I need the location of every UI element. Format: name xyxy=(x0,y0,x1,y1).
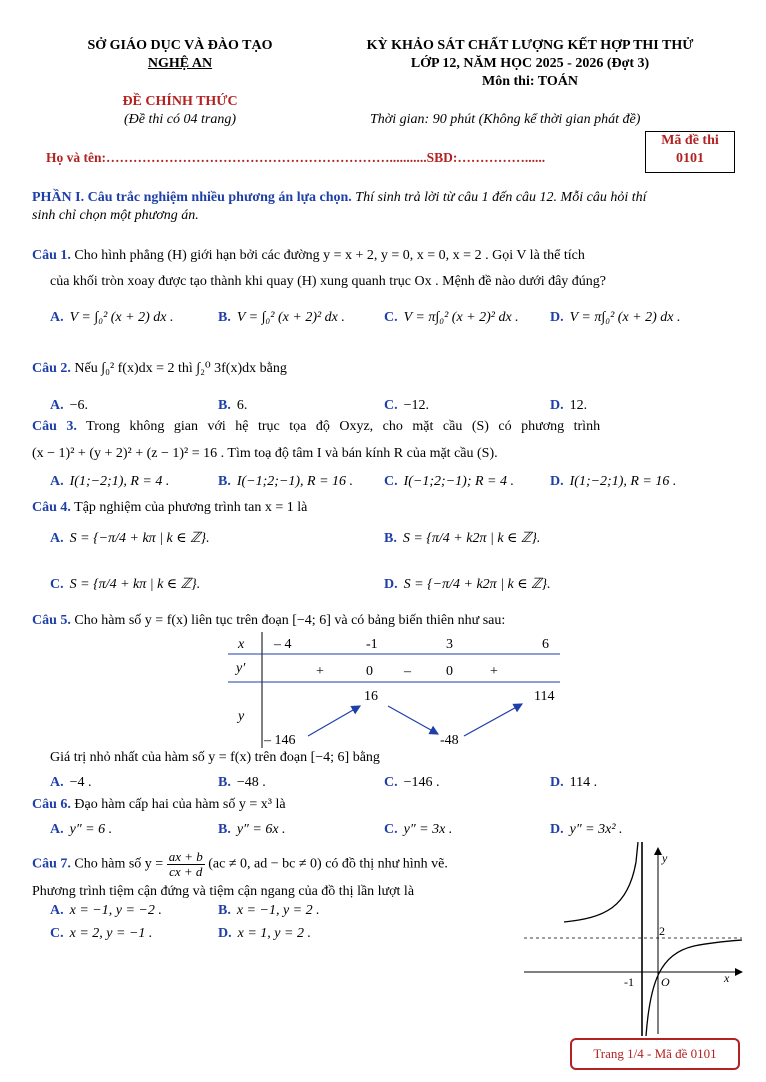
q7-branch-left xyxy=(564,842,638,922)
page-footer: Trang 1/4 - Mã đề 0101 xyxy=(570,1038,740,1070)
q7-label: Câu 7. xyxy=(32,856,71,872)
variation-table xyxy=(228,632,560,748)
vt-x-3: 6 xyxy=(542,637,549,652)
q7-text-pre: Cho hàm số y = xyxy=(70,856,164,872)
exam-title: KỲ KHẢO SÁT CHẤT LƯỢNG KẾT HỢP THI THỬ xyxy=(366,38,694,53)
exam-grade: LỚP 12, NĂM HỌC 2025 - 2026 (Đợt 3) xyxy=(410,56,650,71)
exam-code-box xyxy=(645,131,735,173)
q1-option-a[interactable]: A. V = ∫₀² (x + 2) dx . xyxy=(50,310,174,325)
q6-option-c[interactable]: C. y″ = 3x . xyxy=(384,822,453,837)
q3-stem xyxy=(32,419,600,435)
q2-text: Nếu ∫₀² f(x)dx = 2 thì ∫₂⁰ 3f(x)dx bằng xyxy=(70,361,287,376)
q2-option-d[interactable]: D. 12. xyxy=(550,398,588,413)
vt-arrow-down xyxy=(388,706,438,734)
vt-y-2: -48 xyxy=(440,733,459,748)
q1-option-c[interactable]: C. V = π∫₀² (x + 2)² dx . xyxy=(384,310,519,325)
official-label: ĐỀ CHÍNH THỨC xyxy=(122,94,238,109)
q6-text: Đạo hàm cấp hai của hàm số y = x³ là xyxy=(70,797,286,812)
vt-x-0: – 4 xyxy=(274,637,292,652)
q6-option-d[interactable]: D. y″ = 3x² . xyxy=(550,822,623,837)
vt-y-3: 114 xyxy=(534,689,555,704)
q7-graph-h-label: 2 xyxy=(659,924,665,938)
q3-option-d[interactable]: D. I(1;−2;1), R = 16 . xyxy=(550,474,677,489)
q5-option-a[interactable]: A. −4 . xyxy=(50,775,92,790)
q5-text: Cho hàm số y = f(x) liên tục trên đoạn [−4; 6] và có bảng biến thiên như sau: xyxy=(70,613,506,628)
q1-text1: Cho hình phẳng (H) giới hạn bởi các đường y = x + 2, y = 0, x = 0, x = 2 . Gọi V là thể tích xyxy=(70,248,585,263)
q7-text-post: (ac ≠ 0, ad − bc ≠ 0) có đồ thị như hình vẽ. xyxy=(208,856,448,872)
q5-text2: Giá trị nhỏ nhất của hàm số y = f(x) trên đoạn [−4; 6] bằng xyxy=(50,750,380,765)
vt-sign-3: 0 xyxy=(446,664,453,679)
vt-arrow-up-2 xyxy=(464,704,522,736)
q7-graph-origin: O xyxy=(661,975,670,989)
q7-option-a[interactable]: A. x = −1, y = −2 . xyxy=(50,903,162,918)
dept-name: SỞ GIÁO DỤC VÀ ĐÀO TẠO xyxy=(87,38,273,53)
q2-option-b[interactable]: B. 6. xyxy=(218,398,248,413)
q2-option-a[interactable]: A. −6. xyxy=(50,398,89,413)
vt-y-0: – 146 xyxy=(264,733,296,748)
vt-arrow-up-1 xyxy=(308,706,360,736)
q3-option-b[interactable]: B. I(−1;2;−1), R = 16 . xyxy=(218,474,354,489)
q7-stem xyxy=(32,850,448,879)
q3-option-a[interactable]: A. I(1;−2;1), R = 4 . xyxy=(50,474,170,489)
name-sbd-line: Họ và tên:………………………………………………………...........SBD:……………...... xyxy=(46,150,546,165)
q7-fraction xyxy=(167,850,205,879)
q6-option-b[interactable]: B. y″ = 6x . xyxy=(218,822,286,837)
vt-sign-2: – xyxy=(404,664,411,679)
time-note: Thời gian: 90 phút (Không kể thời gian phát đề) xyxy=(370,112,641,127)
q4-option-c[interactable]: C. S = {π/4 + kπ | k ∈ ℤ}. xyxy=(50,577,201,592)
province-name: NGHỆ AN xyxy=(147,56,213,71)
part1-intro xyxy=(32,190,647,206)
part1-desc2: sinh chỉ chọn một phương án. xyxy=(32,208,199,223)
q4-text: Tập nghiệm của phương trình tan x = 1 là xyxy=(70,500,308,515)
exam-subject: Môn thi: TOÁN xyxy=(482,74,578,89)
q1-option-d[interactable]: D. V = π∫₀² (x + 2) dx . xyxy=(550,310,681,325)
exam-code-label: Mã đề thi xyxy=(661,133,719,148)
part1-desc: Thí sinh trả lời từ câu 1 đến câu 12. Mỗi câu hỏi thí xyxy=(351,190,647,205)
q4-label: Câu 4. xyxy=(32,500,71,515)
q5-option-b[interactable]: B. −48 . xyxy=(218,775,266,790)
part1-title: PHẦN I. Câu trắc nghiệm nhiều phương án lựa chọn. xyxy=(32,190,352,205)
vt-sign-1: 0 xyxy=(366,664,373,679)
pages-note: (Đề thi có 04 trang) xyxy=(124,112,236,127)
q3-text2: (x − 1)² + (y + 2)² + (z − 1)² = 16 . Tìm toạ độ tâm I và bán kính R của mặt cầu (S). xyxy=(32,446,498,461)
q7-option-d[interactable]: D. x = 1, y = 2 . xyxy=(218,926,311,941)
vt-x-1: -1 xyxy=(366,637,378,652)
q4-option-d[interactable]: D. S = {−π/4 + k2π | k ∈ ℤ}. xyxy=(384,577,551,592)
q7-option-b[interactable]: B. x = −1, y = 2 . xyxy=(218,903,320,918)
q5-label: Câu 5. xyxy=(32,613,71,628)
q3-text1: Trong không gian với hệ trục tọa độ Oxyz, cho mặt cầu (S) có phương trình xyxy=(76,419,601,434)
q6-option-a[interactable]: A. y″ = 6 . xyxy=(50,822,113,837)
exam-code-value: 0101 xyxy=(676,151,704,166)
q2-option-c[interactable]: C. −12. xyxy=(384,398,430,413)
q1-text2: của khối tròn xoay được tạo thành khi quay (H) xung quanh trục Ox . Mệnh đề nào dưới đây đúng? xyxy=(50,274,607,289)
q5-option-c[interactable]: C. −146 . xyxy=(384,775,440,790)
q3-label: Câu 3. xyxy=(32,419,77,434)
q3-option-c[interactable]: C. I(−1;2;−1); R = 4 . xyxy=(384,474,514,489)
q4-stem xyxy=(32,500,307,516)
vt-x-2: 3 xyxy=(446,637,453,652)
vt-sign-4: + xyxy=(490,664,498,679)
q5-option-d[interactable]: D. 114 . xyxy=(550,775,598,790)
q2-label: Câu 2. xyxy=(32,361,71,376)
vt-y-1: 16 xyxy=(364,689,378,704)
vt-y-label: y xyxy=(238,709,245,724)
q1-label: Câu 1. xyxy=(32,248,71,263)
q7-option-c[interactable]: C. x = 2, y = −1 . xyxy=(50,926,153,941)
q5-stem xyxy=(32,613,505,629)
q1-option-b[interactable]: B. V = ∫₀² (x + 2)² dx . xyxy=(218,310,345,325)
q4-option-b[interactable]: B. S = {π/4 + k2π | k ∈ ℤ}. xyxy=(384,531,541,546)
q1-stem xyxy=(32,248,585,264)
vt-x-label: x xyxy=(238,637,245,652)
q7-graph xyxy=(524,842,746,1036)
q6-label: Câu 6. xyxy=(32,797,71,812)
vt-sign-0: + xyxy=(316,664,324,679)
q7-text2: Phương trình tiệm cận đứng và tiệm cận ngang của đồ thị lần lượt là xyxy=(32,884,415,899)
q7-graph-v-label: -1 xyxy=(624,975,634,989)
q7-frac-den: cx + d xyxy=(169,864,203,879)
q2-stem xyxy=(32,360,287,377)
vt-yprime-label: y′ xyxy=(236,661,246,676)
q7-graph-y-label: y xyxy=(662,851,668,865)
q4-option-a[interactable]: A. S = {−π/4 + kπ | k ∈ ℤ}. xyxy=(50,531,210,546)
q7-frac-num: ax + b xyxy=(168,849,203,864)
q6-stem xyxy=(32,797,286,813)
q7-graph-x-label: x xyxy=(724,971,730,985)
